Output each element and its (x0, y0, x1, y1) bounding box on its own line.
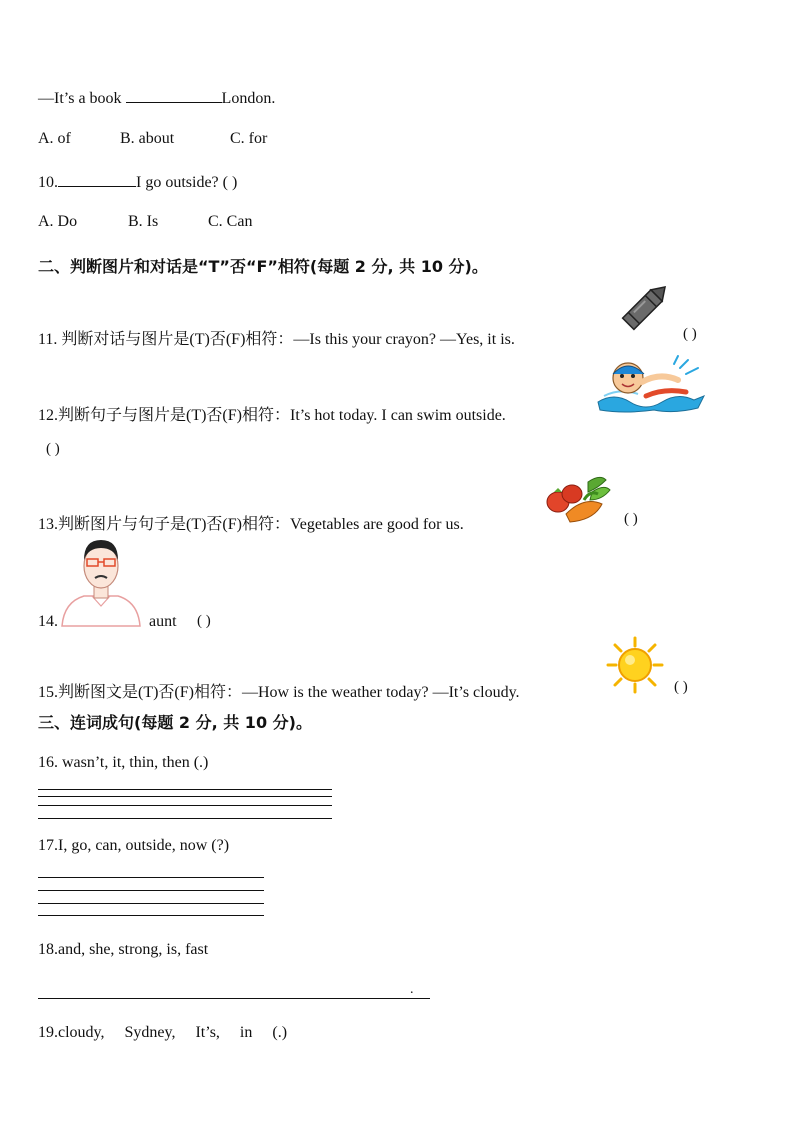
q18-period: . (410, 982, 414, 997)
q12-text: 12.判断句子与图片是(T)否(F)相符：It’s hot today. I can swim outside. (38, 407, 506, 424)
q10-blank[interactable] (58, 172, 136, 187)
q17-text: 17.I, go, can, outside, now (?) (38, 837, 230, 854)
man-portrait-icon (58, 534, 144, 630)
q11-answer-paren[interactable]: ( ) (683, 326, 697, 342)
q12-answer-paren[interactable]: ( ) (46, 441, 60, 457)
swimmer-icon (594, 352, 710, 416)
q9-suffix: London. (221, 90, 276, 107)
q11-text: 11. 判断对话与图片是(T)否(F)相符：—Is this your crayon? —Yes, it is. (38, 331, 515, 348)
q9-option-a[interactable]: A. of (38, 130, 71, 147)
q14-word: aunt (149, 613, 177, 630)
q10-number: 10. (38, 174, 58, 191)
q17-answer-line-2[interactable] (38, 890, 264, 891)
q9-blank[interactable] (126, 88, 222, 103)
q16-answer-line-2[interactable] (38, 796, 332, 797)
q15-text: 15.判断图文是(T)否(F)相符：—How is the weather today? —It’s cloudy. (38, 684, 520, 701)
q16-answer-line-3[interactable] (38, 805, 332, 806)
q13-answer-paren[interactable]: ( ) (624, 511, 638, 527)
q16-answer-line-1[interactable] (38, 789, 332, 790)
q13-text: 13.判断图片与句子是(T)否(F)相符：Vegetables are good for us. (38, 516, 464, 533)
q16-text: 16. wasn’t, it, thin, then (.) (38, 754, 209, 771)
q9-option-c[interactable]: C. for (230, 130, 268, 147)
q14-number: 14. (38, 613, 58, 630)
q17-answer-line-3[interactable] (38, 903, 264, 904)
q14-answer-paren[interactable]: ( ) (197, 613, 211, 629)
q16-answer-line-4[interactable] (38, 818, 332, 819)
q18-text: 18.and, she, strong, is, fast (38, 941, 209, 958)
q10-option-b[interactable]: B. Is (128, 213, 159, 230)
q18-answer-line[interactable] (38, 998, 430, 999)
q9-line (38, 88, 275, 108)
q10-option-c[interactable]: C. Can (208, 213, 253, 230)
vegetables-icon (544, 470, 614, 526)
q17-answer-line-4[interactable] (38, 915, 264, 916)
q17-answer-line-1[interactable] (38, 877, 264, 878)
q10-text: I go outside? ( ) (136, 174, 238, 191)
sun-icon (606, 636, 664, 694)
q9-prefix: —It’s a book (38, 90, 122, 107)
crayon-icon (612, 283, 670, 339)
q10-option-a[interactable]: A. Do (38, 213, 78, 230)
section2-title: 二、判断图片和对话是“T”否“F”相符(每题 2 分, 共 10 分)。 (38, 257, 488, 276)
section3-title: 三、连词成句(每题 2 分, 共 10 分)。 (38, 713, 312, 732)
q9-option-b[interactable]: B. about (120, 130, 175, 147)
q10-line (38, 172, 237, 192)
q19-text: 19.cloudy, Sydney, It’s, in (.) (38, 1024, 288, 1041)
q15-answer-paren[interactable]: ( ) (674, 679, 688, 695)
